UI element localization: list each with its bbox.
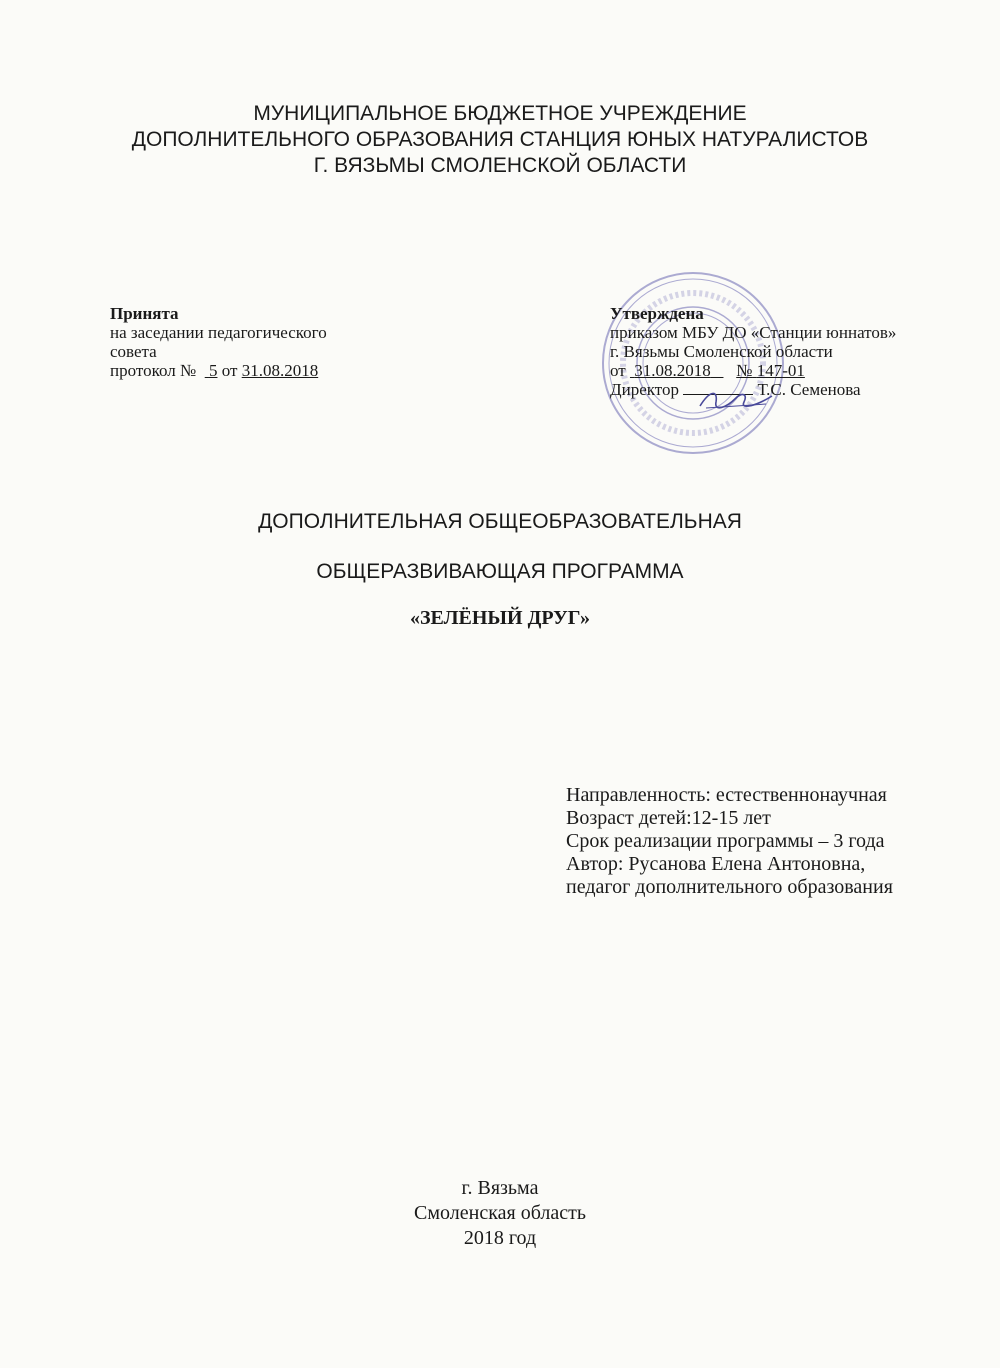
footer-city: г. Вязьма <box>461 1177 539 1199</box>
approved-line-2: г. Вязьмы Смоленской области <box>610 342 833 361</box>
accepted-line-1: на заседании педагогического <box>110 323 327 342</box>
accepted-title: Принята <box>110 304 179 323</box>
program-line-1: ДОПОЛНИТЕЛЬНАЯ ОБЩЕОБРАЗОВАТЕЛЬНАЯ <box>258 510 742 533</box>
header-line-3: Г. ВЯЗЬМЫ СМОЛЕНСКОЙ ОБЛАСТИ <box>313 154 687 177</box>
footer <box>0 1176 1000 1251</box>
age: Возраст детей:12-15 лет <box>566 807 771 829</box>
direction: Направленность: естественнонаучная <box>566 784 887 806</box>
protocol-number: 5 <box>208 361 218 380</box>
term: Срок реализации программы – 3 года <box>566 830 885 852</box>
bleed-through <box>640 1046 644 1071</box>
accepted-protocol <box>110 361 327 380</box>
approved-block <box>610 304 896 399</box>
director-signature <box>696 386 776 414</box>
director-name: Т.С. Семенова <box>757 380 861 399</box>
approved-title: Утверждена <box>610 304 704 323</box>
position: педагог дополнительного образования <box>566 876 893 898</box>
protocol-date: 31.08.2018 <box>241 361 319 380</box>
header-line-2: ДОПОЛНИТЕЛЬНОГО ОБРАЗОВАНИЯ СТАНЦИЯ ЮНЫХ НАТУРАЛИСТОВ <box>131 128 869 151</box>
header-line-1: МУНИЦИПАЛЬНОЕ БЮДЖЕТНОЕ УЧРЕЖДЕНИЕ <box>253 102 747 125</box>
protocol-from: от <box>221 361 238 380</box>
order-date: 31.08.2018 <box>634 361 711 380</box>
footer-year: 2018 год <box>463 1227 537 1249</box>
footer-region: Смоленская область <box>414 1202 586 1224</box>
protocol-prefix: протокол № <box>110 361 197 380</box>
approved-line-1: приказом МБУ ДО «Станции юннатов» <box>610 323 897 342</box>
program-details <box>566 784 893 899</box>
program-line-2: ОБЩЕРАЗВИВАЮЩАЯ ПРОГРАММА <box>316 560 684 583</box>
accepted-line-2: совета <box>110 342 157 361</box>
approved-order <box>610 361 896 380</box>
order-from: от <box>610 361 626 380</box>
program-name: «ЗЕЛЁНЫЙ ДРУГ» <box>409 607 590 629</box>
institution-header <box>0 101 1000 179</box>
order-number: № 147-01 <box>736 361 805 380</box>
accepted-block <box>110 304 327 380</box>
author: Автор: Русанова Елена Антоновна, <box>566 853 866 875</box>
director-label: Директор <box>610 380 679 399</box>
